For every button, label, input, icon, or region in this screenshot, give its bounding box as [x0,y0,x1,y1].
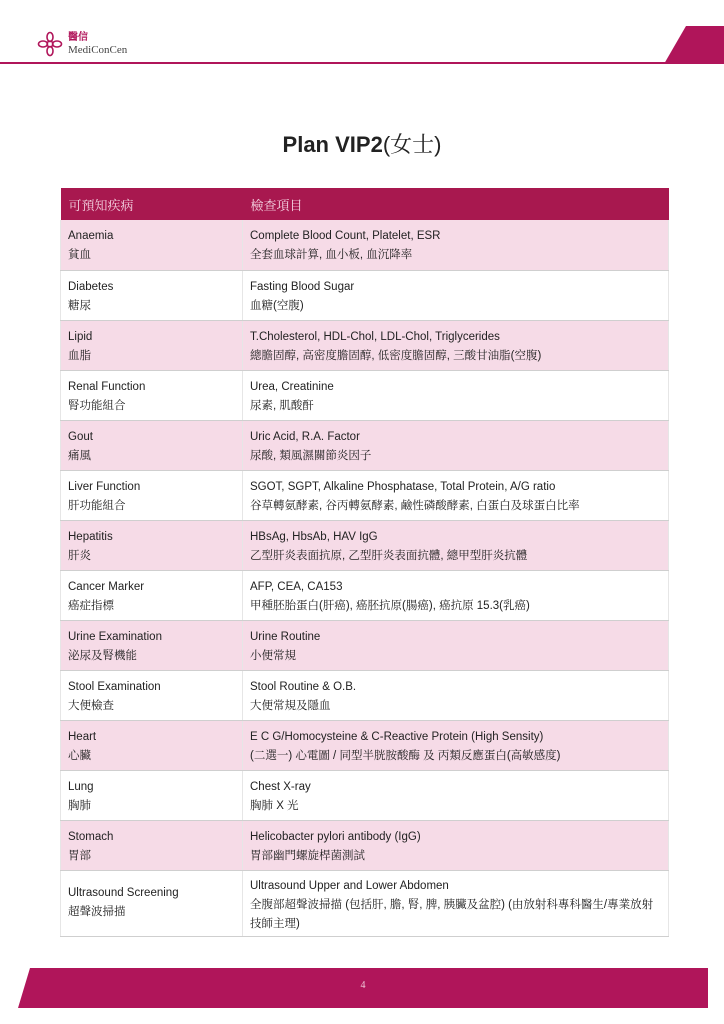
test-cell [243,720,669,770]
test-cn: (二選一) 心電圖 / 同型半胱胺酸酶 及 丙類反應蛋白(高敏感度) [250,749,561,762]
table-row [61,420,669,470]
disease-cell [61,270,243,320]
page-footer [18,968,708,1008]
page-title [0,128,724,159]
table-row [61,570,669,620]
disease-cn: 血脂 [68,349,91,362]
test-cell [243,270,669,320]
disease-cell [61,570,243,620]
disease-en: Stomach [68,830,114,843]
disease-cn: 癌症指標 [68,599,114,612]
test-cn: 尿素, 肌酸酐 [250,399,314,412]
table-row [61,320,669,370]
disease-cn: 糖尿 [68,299,91,312]
test-cell [243,820,669,870]
test-cell [243,520,669,570]
test-en: Complete Blood Count, Platelet, ESR [250,230,441,242]
logo-english-text: MediConCen [68,44,128,56]
disease-en: Diabetes [68,280,114,293]
header-accent-shape [604,26,724,64]
disease-cn: 泌尿及腎機能 [68,649,137,662]
test-cn: 全腹部超聲波掃描 (包括肝, 膽, 腎, 脾, 胰臟及盆腔) (由放射科專科醫生/專業放射技師主理) [250,898,654,930]
plan-subtitle: (女士) [382,132,442,157]
test-cn: 小便常規 [250,649,296,662]
disease-cell [61,720,243,770]
test-cell [243,370,669,420]
disease-en: Ultrasound Screening [68,887,179,899]
table-header-row [61,188,669,220]
test-en: T.Cholesterol, HDL-Chol, LDL-Chol, Triglycerides [250,330,500,343]
page-header [0,0,724,70]
disease-en: Urine Examination [68,630,162,643]
test-cell [243,570,669,620]
test-cn: 胃部幽門螺旋桿菌測試 [250,849,365,862]
test-en: Stool Routine & O.B. [250,680,357,693]
disease-cn: 心臟 [68,749,91,762]
test-en: Urine Routine [250,630,321,643]
page-number: 4 [360,980,366,991]
table-row [61,670,669,720]
test-cn: 胸肺 X 光 [250,799,299,812]
test-cn: 谷草轉氨酵素, 谷丙轉氨酵素, 鹼性磷酸酵素, 白蛋白及球蛋白比率 [250,499,580,512]
disease-cell [61,220,243,270]
disease-cell [61,770,243,820]
test-cell [243,420,669,470]
disease-cn: 痛風 [68,449,91,462]
disease-cn: 腎功能組合 [68,399,126,412]
test-cn: 甲種胚胎蛋白(肝癌), 癌胚抗原(腸癌), 癌抗原 15.3(乳癌) [250,599,530,612]
test-cell [243,770,669,820]
test-cn: 尿酸, 類風濕關節炎因子 [250,449,372,462]
disease-en: Anaemia [68,230,114,242]
logo-chinese-text: 醫信 [68,32,88,43]
test-en: Chest X-ray [250,780,311,793]
disease-en: Heart [68,730,97,743]
test-cell [243,470,669,520]
test-cn: 全套血球計算, 血小板, 血沉降率 [250,249,413,261]
table-row [61,820,669,870]
table-row [61,220,669,270]
disease-cn: 肝功能組合 [68,499,126,512]
company-logo [36,30,127,58]
header-rule [0,62,724,64]
disease-cn: 超聲波掃描 [68,906,126,918]
plan-name: Plan VIP2 [282,132,383,157]
table-row [61,470,669,520]
disease-en: Hepatitis [68,530,113,543]
test-en: E C G/Homocysteine & C-Reactive Protein (High Sensity) [250,730,544,743]
test-en: AFP, CEA, CA153 [250,580,343,593]
disease-cell [61,370,243,420]
disease-en: Liver Function [68,480,141,493]
test-en: SGOT, SGPT, Alkaline Phosphatase, Total Protein, A/G ratio [250,480,556,493]
disease-cell [61,820,243,870]
test-cell [243,670,669,720]
test-cell [243,620,669,670]
disease-en: Lipid [68,330,93,343]
column-header-test: 檢查項目 [243,188,669,220]
disease-cn: 胃部 [68,849,91,862]
column-header-disease: 可預知疾病 [61,188,243,220]
test-en: Helicobacter pylori antibody (IgG) [250,830,421,843]
table-row [61,370,669,420]
disease-cell [61,670,243,720]
disease-cn: 貧血 [68,249,91,261]
test-cell [243,220,669,270]
disease-cell [61,620,243,670]
table-row [61,620,669,670]
test-cn: 血糖(空腹) [250,299,304,312]
test-cn: 大便常規及隱血 [250,699,331,712]
test-cn: 總膽固醇, 高密度膽固醇, 低密度膽固醇, 三酸甘油脂(空腹) [250,349,542,362]
disease-en: Stool Examination [68,680,161,693]
table-row [61,720,669,770]
table-row [61,270,669,320]
disease-cell [61,320,243,370]
table-row [61,770,669,820]
table-row [61,870,669,936]
disease-en: Lung [68,780,94,793]
disease-cn: 肝炎 [68,549,91,562]
disease-en: Renal Function [68,380,146,393]
test-en: Fasting Blood Sugar [250,280,355,293]
disease-cell [61,420,243,470]
disease-cn: 大便檢查 [68,699,114,712]
table-row [61,520,669,570]
test-cn: 乙型肝炎表面抗原, 乙型肝炎表面抗體, 總甲型肝炎抗體 [250,549,528,562]
test-en: HBsAg, HbsAb, HAV IgG [250,530,378,543]
disease-cn: 胸肺 [68,799,91,812]
test-cell [243,320,669,370]
flower-logo-icon [36,30,64,58]
test-en: Ultrasound Upper and Lower Abdomen [250,879,449,892]
test-en: Uric Acid, R.A. Factor [250,430,360,443]
disease-cell [61,470,243,520]
disease-en: Cancer Marker [68,580,145,593]
disease-cell [61,870,243,936]
checkup-items-table [60,188,669,937]
test-cell [243,870,669,936]
test-en: Urea, Creatinine [250,380,334,393]
disease-cell [61,520,243,570]
disease-en: Gout [68,430,93,443]
